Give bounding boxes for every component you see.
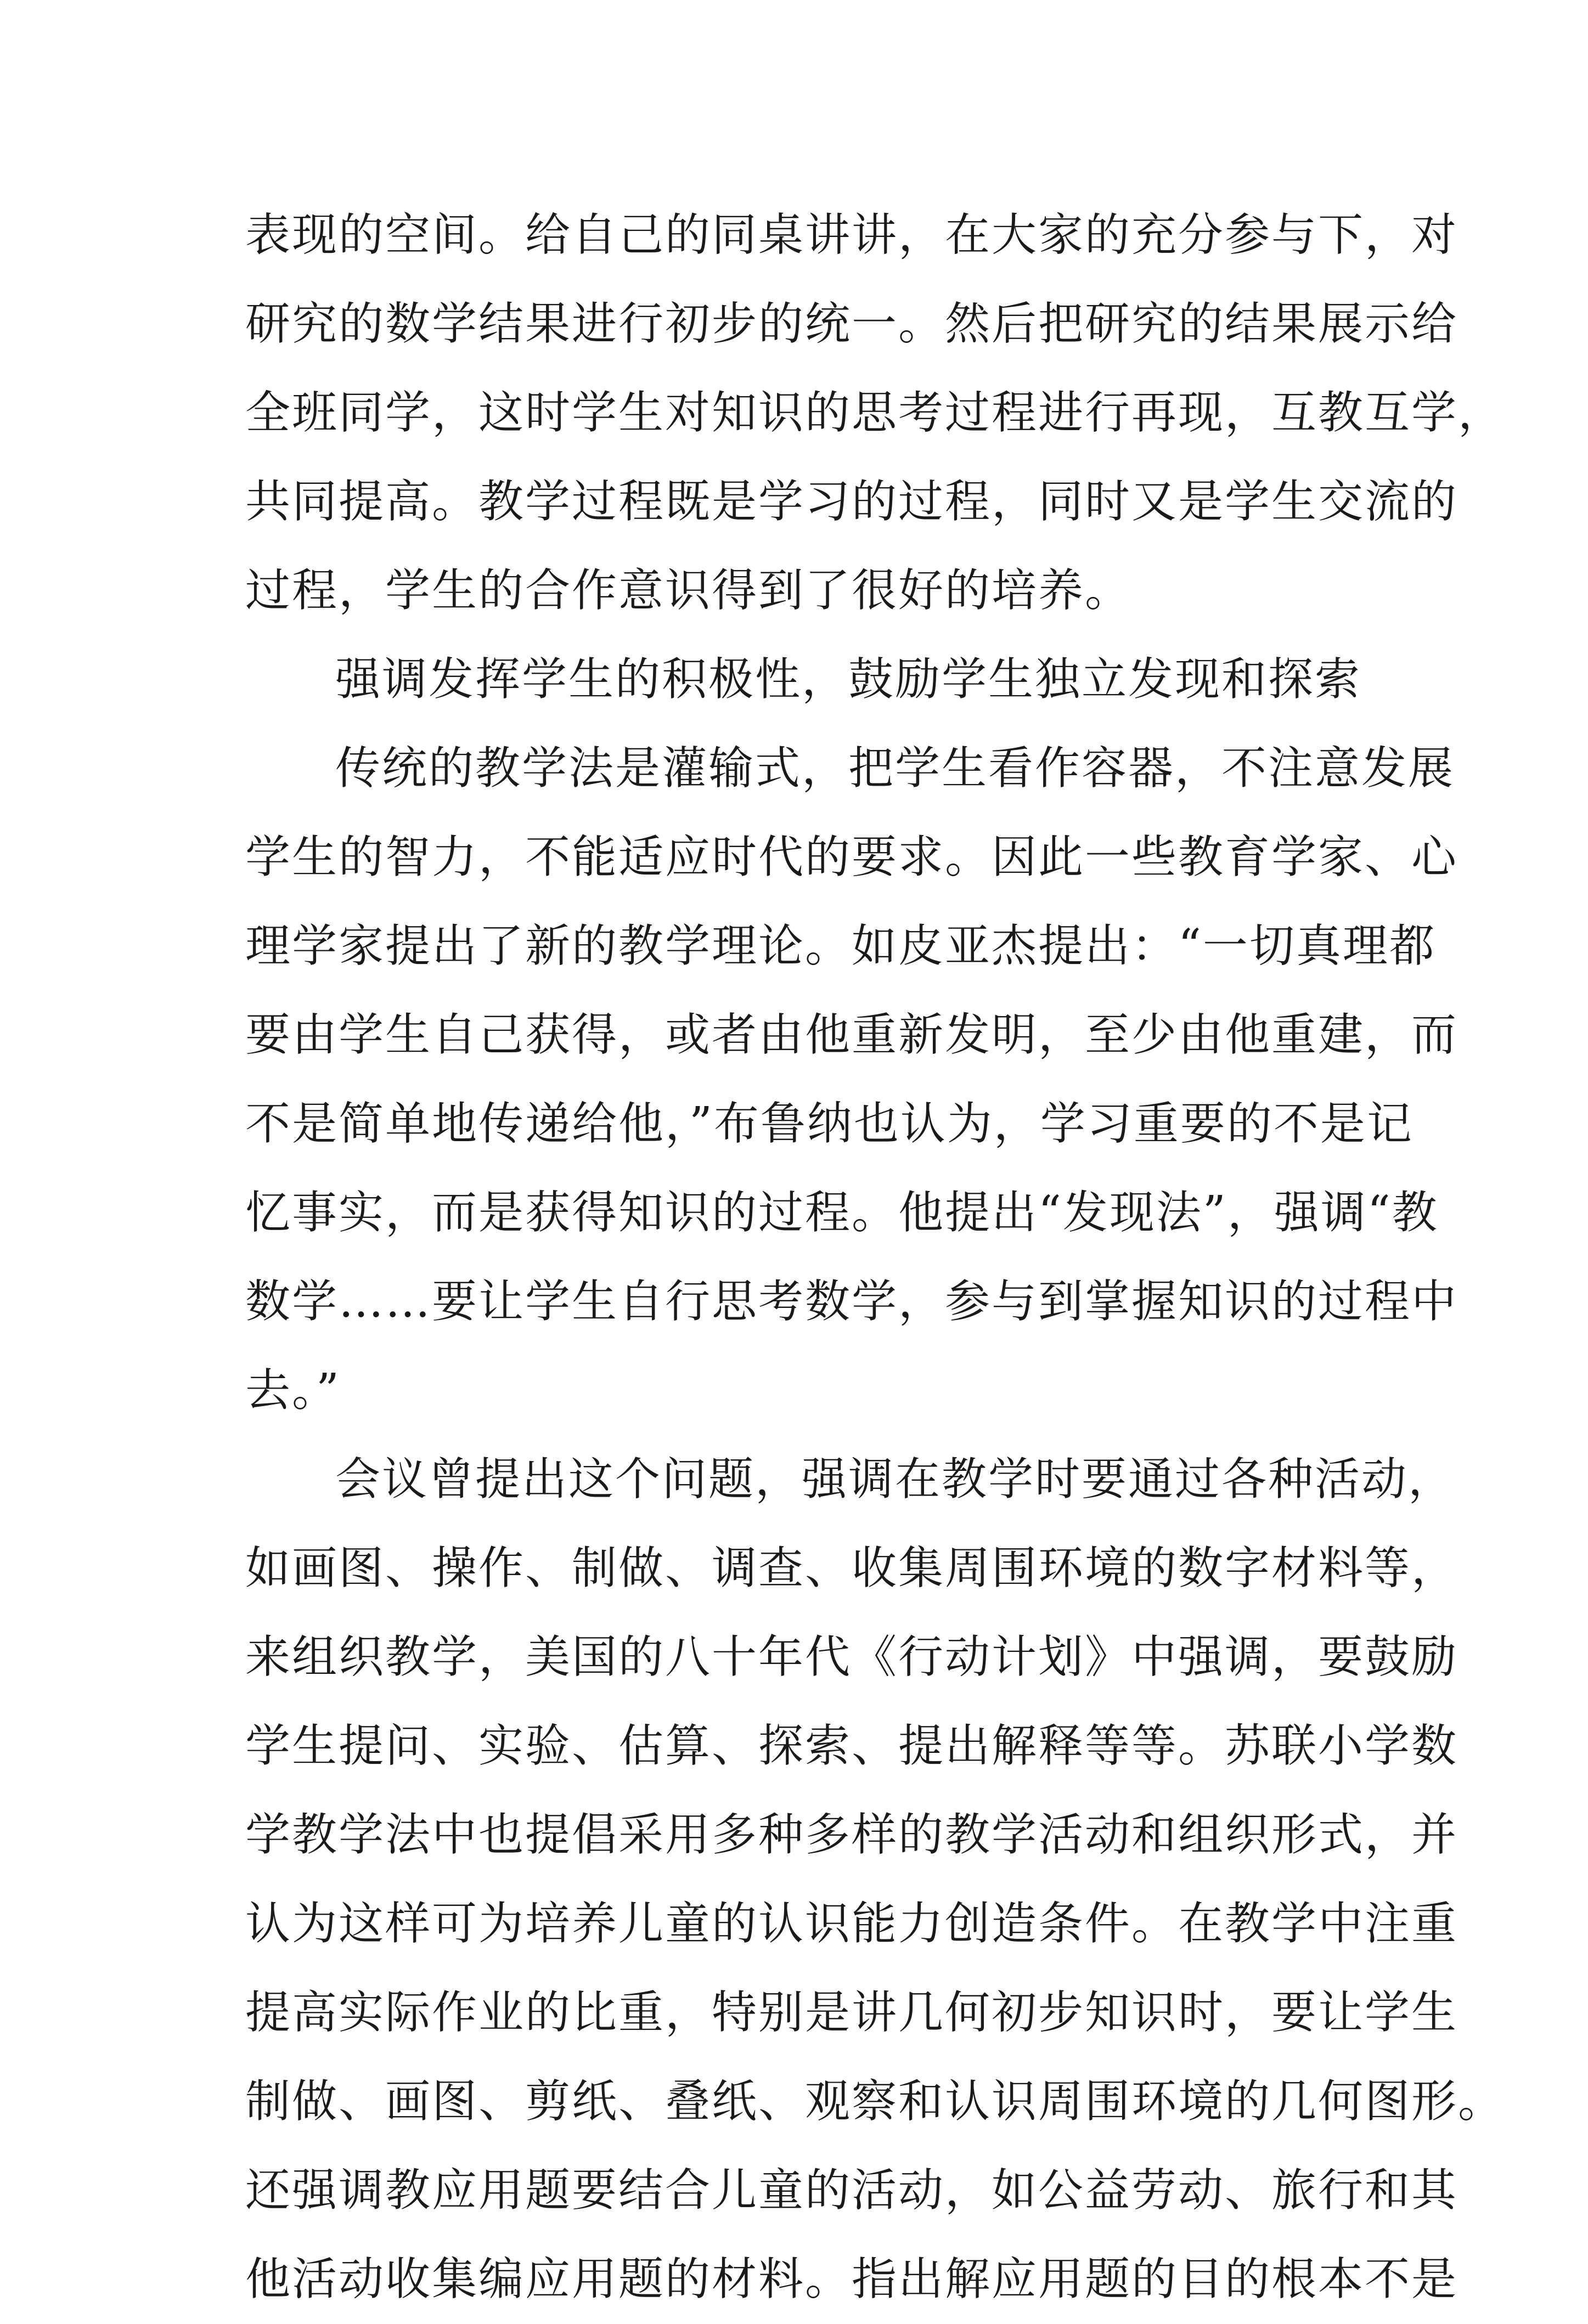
text-line: 还强调教应用题要结合儿童的活动，如公益劳动、旅行和其 (245, 2164, 1459, 2216)
text-line: 传统的教学法是灌输式，把学生看作容器，不注意发展 (335, 742, 1455, 794)
text-line: 如画图、操作、制做、调查、收集周围环境的数字材料等， (245, 1542, 1459, 1594)
text-line: 认为这样可为培养儿童的认识能力创造条件。在教学中注重 (245, 1898, 1459, 1950)
text-line: 全班同学，这时学生对知识的思考过程进行再现，互教互学， (245, 387, 1505, 439)
text-line: 要由学生自己获得，或者由他重新发明，至少由他重建，而 (245, 1009, 1459, 1061)
text-line: 数学……要让学生自行思考数学，参与到掌握知识的过程中 (245, 1276, 1459, 1328)
text-line: 过程，学生的合作意识得到了很好的培养。 (245, 565, 1132, 617)
text-line: 不是简单地传递给他，”布鲁纳也认为，学习重要的不是记 (245, 1098, 1414, 1150)
text-line: 学教学法中也提倡采用多种多样的教学活动和组织形式，并 (245, 1809, 1459, 1861)
text-line: 忆事实，而是获得知识的过程。他提出“发现法”，强调“教 (245, 1187, 1439, 1239)
text-line: 会议曾提出这个问题，强调在教学时要通过各种活动， (335, 1453, 1455, 1505)
text-line: 提高实际作业的比重，特别是讲几何初步知识时，要让学生 (245, 1987, 1459, 2039)
text-line: 学生的智力，不能适应时代的要求。因此一些教育学家、心 (245, 831, 1459, 883)
text-line: 学生提问、实验、估算、探索、提出解释等等。苏联小学数 (245, 1720, 1459, 1772)
text-line: 制做、画图、剪纸、叠纸、观察和认识周围环境的几何图形。 (245, 2075, 1505, 2128)
section-heading: 强调发挥学生的积极性，鼓励学生独立发现和探索 (335, 653, 1362, 706)
text-line: 他活动收集编应用题的材料。指出解应用题的目的根本不是 (245, 2253, 1459, 2305)
text-line: 理学家提出了新的教学理论。如皮亚杰提出：“一切真理都 (245, 920, 1436, 972)
body-text (245, 191, 1505, 2324)
text-line: 去。” (245, 1364, 341, 1417)
text-line: 表现的空间。给自己的同桌讲讲，在大家的充分参与下，对 (245, 209, 1459, 261)
text-line: 来组织教学，美国的八十年代《行动计划》中强调，要鼓励 (245, 1631, 1459, 1683)
text-line: 研究的数学结果进行初步的统一。然后把研究的结果展示给 (245, 298, 1459, 350)
text-line: 共同提高。教学过程既是学习的过程，同时又是学生交流的 (245, 476, 1459, 528)
